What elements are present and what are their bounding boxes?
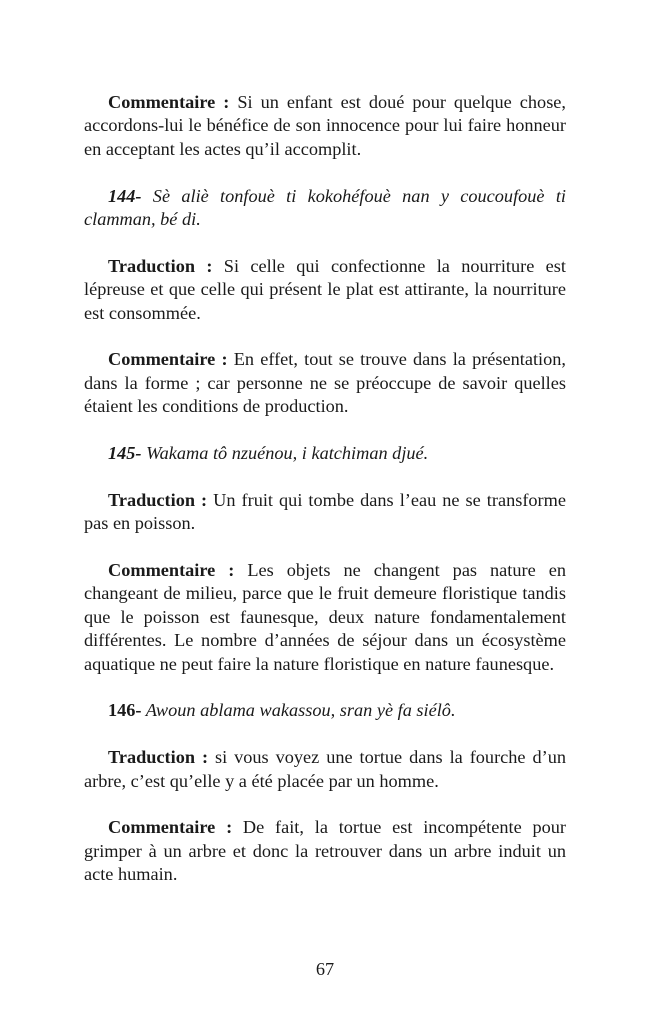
proverb-paragraph — [84, 185, 566, 232]
proverb-text: Awoun ablama wakassou, sran yè fa siélô. — [141, 700, 456, 721]
proverb-text: Wakama tô nzuénou, i katchiman djué. — [141, 443, 429, 464]
commentary-label: Commentaire : — [108, 560, 235, 581]
translation-label: Traduction : — [108, 489, 208, 510]
commentary-label: Commentaire : — [108, 817, 233, 838]
commentary-label: Commentaire : — [108, 349, 228, 370]
commentary-text: En effet, tout se trouve dans la présentation, dans la forme ; car personne ne se préoccupe de savoir quelles étaient les conditions de production. — [84, 349, 566, 417]
commentary-text: Les objets ne changent pas nature en changeant de milieu, parce que le fruit demeure floristique tandis que le poisson est faunesque, deux nature fondamentalement différentes. Le nombre d’années de séjour dans un écosystème aquatique ne peut faire la nature floristique en nature faunesque. — [84, 560, 566, 674]
commentary-label: Commentaire : — [108, 92, 230, 112]
translation-paragraph — [84, 489, 566, 536]
proverb-number: 145- — [108, 443, 142, 464]
translation-paragraph — [84, 255, 566, 325]
proverb-paragraph — [84, 442, 566, 465]
translation-text: Un fruit qui tombe dans l’eau ne se transforme pas en poisson. — [84, 489, 566, 534]
commentary-text: Si un enfant est doué pour quelque chose, accordons-lui le bénéfice de son innocence pour lui faire honneur en acceptant les actes qu’il accomplit. — [84, 92, 566, 159]
commentary-paragraph — [84, 91, 566, 161]
commentary-paragraph — [84, 348, 566, 418]
translation-label: Traduction : — [108, 747, 209, 768]
translation-paragraph — [84, 746, 566, 793]
commentary-text: De fait, la tortue est incompétente pour grimper à un arbre et donc la retrouver dans un arbre induit un acte humain. — [84, 817, 566, 885]
commentary-paragraph — [84, 816, 566, 886]
page-number: 67 — [315, 959, 335, 979]
translation-label: Traduction : — [108, 255, 213, 276]
proverb-text: Sè aliè tonfouè ti kokohéfouè nan y coucoufouè ti clamman, bé di. — [84, 185, 566, 230]
proverb-number: 146- — [108, 700, 142, 721]
translation-text: Si celle qui confectionne la nourriture est lépreuse et que celle qui présent le plat est attirante, la nourriture est consommée. — [84, 255, 566, 323]
commentary-paragraph — [84, 559, 566, 676]
proverb-paragraph — [84, 699, 566, 722]
proverb-number: 144- — [108, 185, 142, 206]
page-body — [84, 91, 566, 910]
translation-text: si vous voyez une tortue dans la fourche d’un arbre, c’est qu’elle y a été placée par un homme. — [84, 747, 566, 791]
